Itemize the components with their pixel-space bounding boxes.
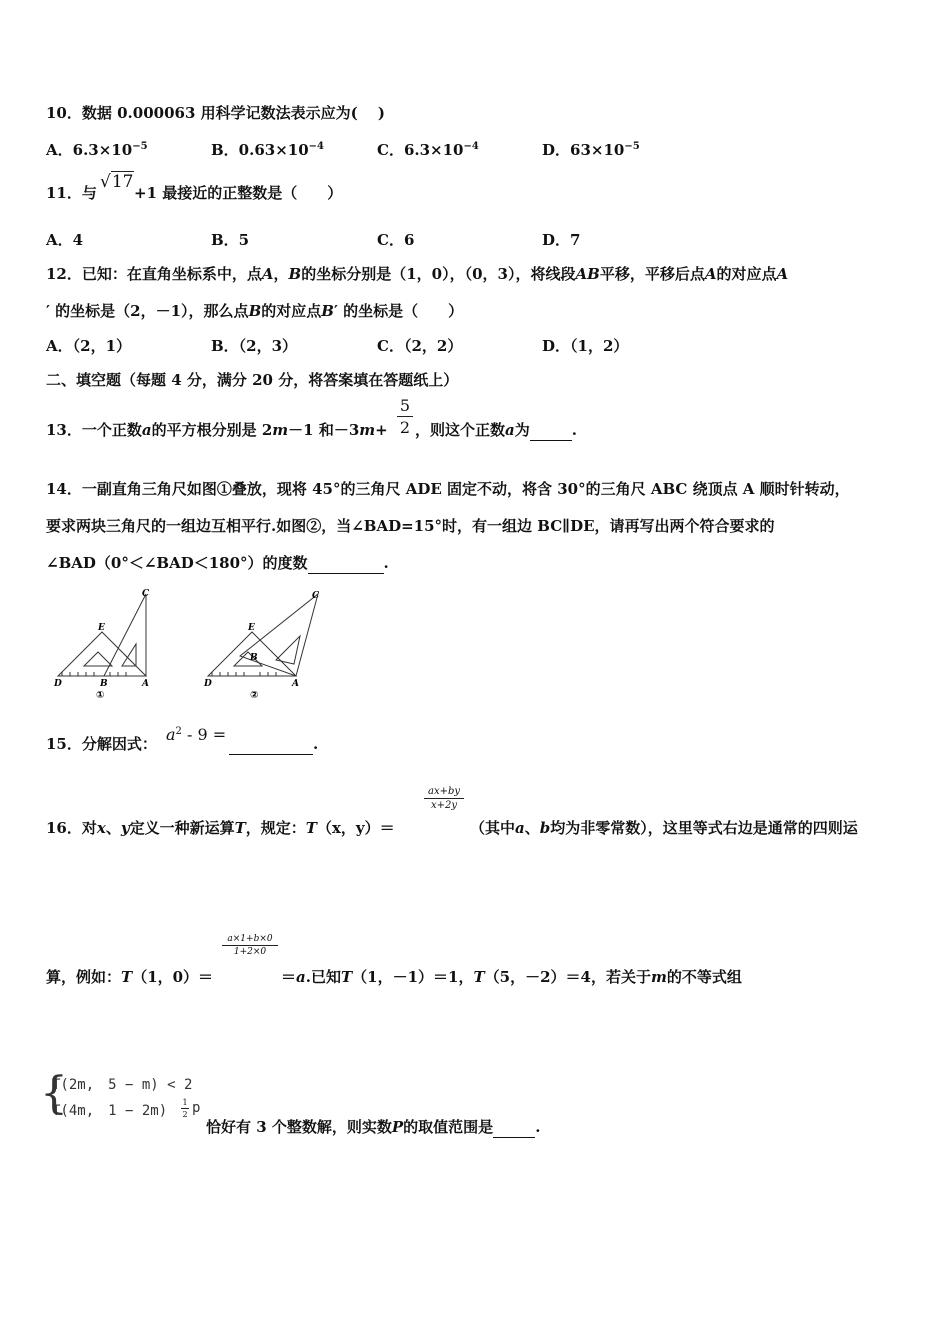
fig2-label-e: E: [248, 623, 255, 633]
q16-inequality-2-tail: p: [192, 1100, 201, 1116]
fig1-caption: ①: [96, 690, 105, 701]
q16-line2-start: 算，例如：T（1，0）＝: [46, 968, 214, 986]
q16-inequality-1: T(2m, 5 − m) < 2: [52, 1077, 193, 1093]
fig1-label-a: A: [142, 679, 149, 689]
q16-inequality-2: T(4m, 1 − 2m): [52, 1103, 168, 1119]
fig2-caption: ②: [250, 690, 259, 701]
q12-option-a: A．（2，1）: [46, 337, 132, 355]
q11-stem-end: +1 最接近的正整数是（ ）: [134, 184, 343, 202]
q16-line2-end: ＝a.已知T（1，－1）＝1，T（5，－2）＝4，若关于m的不等式组: [281, 968, 742, 986]
q15-stem: 15．分解因式：: [46, 735, 157, 753]
q16-example-fraction: a×1+b×0 1+2×0: [222, 934, 278, 957]
q14-answer-blank[interactable]: [308, 553, 384, 574]
fig2-label-d: D: [204, 679, 212, 689]
q10-stem: 10．数据 0.000063 用科学记数法表示应为( ): [46, 104, 386, 122]
q10-option-d: D．$63\times 10^{-5}$: [542, 141, 640, 159]
q13-fraction: 5 2: [397, 396, 413, 437]
q11-option-d: D．7: [542, 231, 581, 249]
fig1-label-e: E: [98, 623, 105, 633]
q13-stem-start: 13．一个正数a的平方根分别是 2m－1 和－3m+: [46, 421, 388, 439]
fig2-label-c: C: [312, 591, 320, 601]
fig1-label-d: D: [54, 679, 62, 689]
q12-line1: 12．已知：在直角坐标系中，点A，B的坐标分别是（1，0），（0，3），将线段AB平移，平移后点A的对应点A: [46, 265, 789, 283]
q15-expression: $a^2 - 9$ =: [166, 725, 227, 744]
q14-line3: ∠BAD（0°＜∠BAD＜180°）的度数 .: [46, 554, 389, 572]
q12-option-d: D．（1，2）: [542, 337, 629, 355]
q16-definition-fraction: ax+by x+2y: [424, 786, 464, 811]
q16-line1-start: 16．对x、y定义一种新运算T，规定：T（x，y）＝: [46, 819, 395, 837]
q13-answer-blank[interactable]: [530, 420, 572, 441]
q11-stem-start: 11．与: [46, 184, 97, 202]
q11-option-b: B．5: [211, 231, 250, 249]
q11-sqrt: √17: [100, 172, 134, 192]
q13-stem-end: ，则这个正数a为 .: [415, 421, 577, 439]
q14-line2: 要求两块三角尺的一组边互相平行.如图②，当∠BAD=15°时，有一组边 BC∥DE，请再写出两个符合要求的: [46, 517, 775, 535]
q10-option-a: A．$6.3\times 10^{-5}$: [46, 141, 148, 159]
q12-line2: ′ 的坐标是（2，－1），那么点B的对应点B′ 的坐标是（ ）: [46, 302, 464, 320]
q10-option-b: B．$0.63\times 10^{-4}$: [211, 141, 324, 159]
q15-answer-blank[interactable]: [229, 734, 313, 755]
q10-option-c: C．$6.3\times 10^{-4}$: [377, 141, 479, 159]
q14-figure-2: [200, 586, 330, 702]
q14-line1: 14．一副直角三角尺如图①叠放，现将 45°的三角尺 ADE 固定不动，将含 30°的三角尺 ABC 绕顶点 A 顺时针转动，: [46, 480, 850, 498]
q11-option-a: A．4: [46, 231, 84, 249]
fig2-label-b: B: [250, 653, 258, 663]
q16-line1-end: （其中a、b均为非零常数），这里等式右边是通常的四则运: [470, 819, 858, 837]
triangle-45: [58, 632, 146, 676]
q16-inequality-2-fraction: 1 2: [182, 1098, 188, 1119]
q11-option-c: C．6: [377, 231, 415, 249]
fig2-label-a: A: [292, 679, 299, 689]
q15-blank-line: .: [229, 734, 318, 755]
fig1-label-c: C: [142, 589, 150, 599]
q14-figure-1: [50, 586, 160, 702]
q16-system-brace: {: [40, 1068, 68, 1119]
triangle-30-rotated: [240, 594, 318, 676]
section-fill-in-heading: 二、填空题（每题 4 分，满分 20 分，将答案填在答题纸上）: [46, 371, 459, 389]
fig1-label-b: B: [100, 679, 108, 689]
q12-option-c: C．（2，2）: [377, 337, 463, 355]
q16-line3: 恰好有 3 个整数解，则实数P的取值范围是 .: [206, 1118, 541, 1136]
q12-option-b: B．（2，3）: [211, 337, 298, 355]
q16-answer-blank[interactable]: [493, 1117, 535, 1138]
